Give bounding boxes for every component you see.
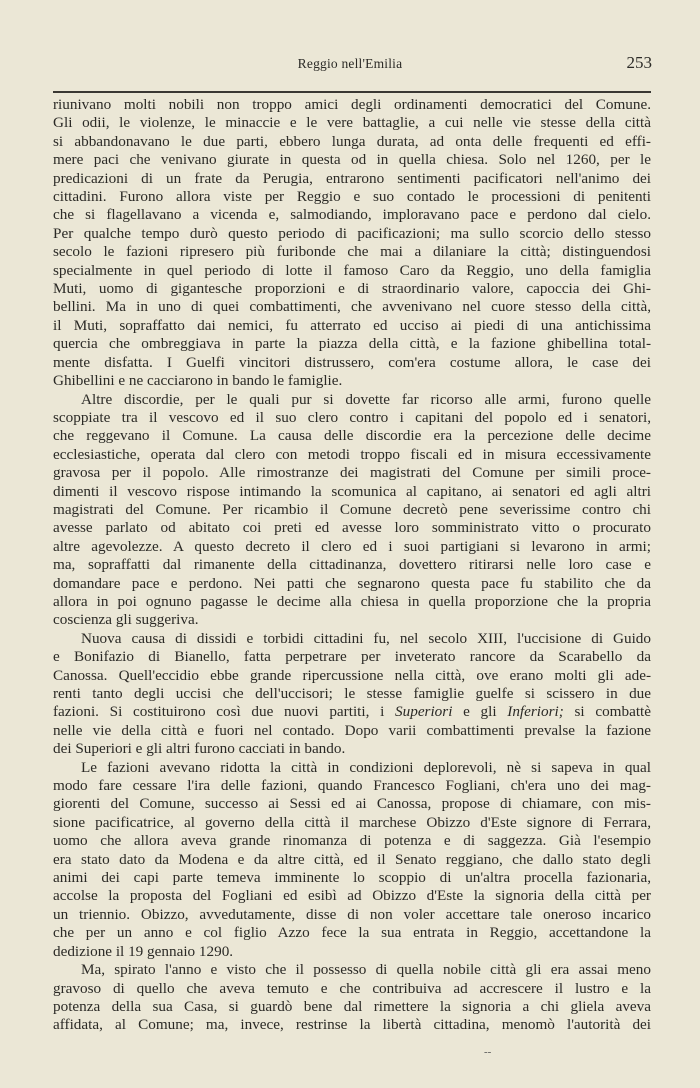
text-line: dei Superiori e gli altri furono cacciati in bando. bbox=[53, 740, 346, 758]
text-line: ecclesiastiche, operata dal clero con metodi troppo fiscali ed in misura eccessivamente bbox=[53, 445, 651, 463]
text-line: gravoso di quello che aveva temuto e che contribuiva ad accrescere il lustro e la bbox=[53, 979, 651, 997]
text-line: e Bonifazio di Bianello, fatta perpetrare per inveterato rancore da Scarabello da bbox=[53, 648, 651, 666]
paragraph bbox=[53, 96, 651, 391]
text-line: che si flagellavano a vicenda e, salmodiando, imploravano pace e perdono dal cielo. bbox=[53, 206, 651, 224]
paragraph bbox=[53, 630, 651, 759]
footer-mark: -- bbox=[484, 1046, 492, 1058]
text-line: dedizione il 19 gennaio 1290. bbox=[53, 942, 234, 960]
text-line: affidata, al Comune; ma, invece, restrinse la libertà cittadina, menomò l'autorità dei bbox=[53, 1016, 651, 1034]
text-line: mere paci che venivano giurate in questa od in quella chiesa. Solo nel 1260, per le bbox=[53, 151, 651, 169]
paragraph bbox=[53, 961, 651, 1035]
text-line: Gli odii, le violenze, le minaccie e le vere battaglie, a cui nelle vie stesse della città bbox=[53, 114, 651, 132]
text-line: bellini. Ma in uno di quei combattimenti, che avvenivano nel cuore stesso della città, bbox=[53, 298, 651, 316]
text-line: gravosa per il popolo. Alle rimostranze dei magistrati del Comune per simili proce- bbox=[53, 464, 651, 482]
text-line: magistrati del Comune. Per ricambio il Comune decretò pene severissime contro chi bbox=[53, 500, 651, 518]
text-line: renti tanto degli uccisi che dell'uccisori; le stesse famiglie guelfe si scissero in due bbox=[53, 685, 651, 702]
text-line: Canossa. Quell'eccidio ebbe grande ripercussione nella città, ove erano molti gli ade- bbox=[53, 666, 651, 684]
text-segment: e gli bbox=[452, 703, 508, 721]
text-line: domandare pace e perdono. Nei patti che segnarono questa pace fu stabilito che da bbox=[53, 574, 651, 592]
text-line: animi dei capi parte temeva imminente lo scoppio di un'altra procella fazionaria, bbox=[53, 869, 651, 887]
text-line: Per qualche tempo durò questo periodo di pacificazioni; ma sullo scorcio dello stesso bbox=[53, 224, 651, 242]
text-line: Nuova causa di dissidi e torbidi cittadini fu, nel secolo XIII, l'uccisione di Guido bbox=[81, 629, 651, 647]
text-line bbox=[53, 703, 651, 721]
text-line: scoppiate tra il vescovo ed il suo clero contro i capitani del popolo ed i senatori, bbox=[53, 408, 651, 426]
text-line: sione pacificatrice, al governo della città il marchese Obizzo d'Este signore di Ferrara, bbox=[53, 813, 651, 831]
paragraph bbox=[53, 391, 651, 630]
text-line: era stato dato da Modena e da altre città, ed il Senato reggiano, che dallo stato degli bbox=[53, 850, 651, 868]
body-text bbox=[53, 96, 651, 1035]
running-header-title: Reggio nell'Emilia bbox=[297, 56, 403, 71]
text-line: modo fare cessare l'ira delle fazioni, quando Francesco Fogliani, ch'era uno dei mag- bbox=[53, 777, 651, 795]
text-line: cittadini. Furono allora viste per Reggio e suo contado le processioni di penitenti bbox=[53, 188, 651, 206]
text-line: Ma, spirato l'anno e visto che il possesso di quella nobile città gli era assai meno bbox=[81, 961, 651, 979]
text-line: allora in poi ognuno pagasse le decime alla chiesa in quella proporzione che la propria bbox=[53, 592, 651, 610]
text-line: Muti, uomo di gigantesche proporzioni e di straordinario valore, capoccia dei Ghi- bbox=[53, 280, 651, 298]
text-line: che reggevano il Comune. La causa delle discordie era la percezione delle decime bbox=[53, 427, 651, 445]
text-line: dimenti il vescovo rispose intimando la scomunica al capitano, ai senatori ed agli altri bbox=[53, 482, 651, 500]
page-number: 253 bbox=[626, 53, 652, 72]
italic-term: Inferiori; bbox=[507, 703, 564, 721]
text-line: riunivano molti nobili non troppo amici degli ordinamenti democratici del Comune. bbox=[53, 96, 651, 113]
italic-term: Superiori bbox=[395, 703, 453, 721]
text-line: ma, sopraffatti dal rimanente della cittadinanza, dovettero ritirarsi nelle loro case e bbox=[53, 556, 651, 574]
text-line: coscienza gli suggeriva. bbox=[53, 611, 199, 629]
text-segment: si combattè bbox=[563, 703, 651, 721]
text-line: Ghibellini e ne cacciarono in bando le famiglie. bbox=[53, 372, 343, 390]
paragraph bbox=[53, 759, 651, 961]
text-line: giorenti del Comune, successo ai Sessi ed ai Canossa, propose di chiamare, con mis- bbox=[53, 795, 651, 813]
text-line: nelle vie della città e fuori nel contado. Dopo varii combattimenti prevalse la fazione bbox=[53, 721, 651, 739]
text-line: Le fazioni avevano ridotta la città in condizioni deplorevoli, nè si sapeva in qual bbox=[81, 758, 651, 776]
text-line: altre agevolezze. A questo decreto il clero ed i suoi partigiani si levarono in armi; bbox=[53, 537, 651, 555]
text-line: predicazioni di un frate da Perugia, entrarono sentimenti pacificatori nell'animo dei bbox=[53, 169, 651, 187]
text-line: mente disfatta. I Guelfi vincitori distrussero, com'era costume allora, le case dei bbox=[53, 353, 651, 371]
text-line: Altre discordie, per le quali pur si dovette far ricorso alle armi, furono quelle bbox=[81, 390, 651, 408]
text-line: accolse la proposta del Fogliani ed esibì ad Obizzo d'Este la signoria della città per bbox=[53, 887, 651, 905]
text-line: secolo le fazioni ripresero più furibonde che mai a dilaniare la città; distinguendosi bbox=[53, 243, 651, 261]
header-rule bbox=[53, 91, 651, 93]
text-segment: fazioni. Si costituirono così due nuovi partiti, i bbox=[53, 703, 396, 721]
text-line: uomo che allora aveva grande rinomanza di potenza e di saggezza. Già l'esempio bbox=[53, 832, 651, 850]
text-line: specialmente in quel periodo di lotte il famoso Caro da Reggio, uno della famiglia bbox=[53, 261, 651, 279]
text-line: un triennio. Obizzo, avvedutamente, disse di non voler accettare tale oneroso incarico bbox=[53, 905, 651, 923]
text-line: potenza della sua Casa, si guardò bene dal rimettere la signoria a chi gliela aveva bbox=[53, 997, 651, 1015]
text-line: avesse parlato od abitato coi preti ed avesse loro somministrato vitto o procurato bbox=[53, 519, 651, 537]
text-line: si abbandonavano le due parti, ebbero lunga durata, ad onta delle frequenti ed effi- bbox=[53, 132, 651, 150]
text-line: quercia che ombreggiava in parte la piazza della città, e la fazione ghibellina total- bbox=[53, 335, 651, 353]
text-line: il Muti, sopraffatto dai nemici, fu atterrato ed ucciso ai piedi di una antichissima bbox=[53, 316, 651, 334]
text-line: che per un anno e col figlio Azzo fece la sua entrata in Reggio, accettandone la bbox=[53, 924, 651, 942]
